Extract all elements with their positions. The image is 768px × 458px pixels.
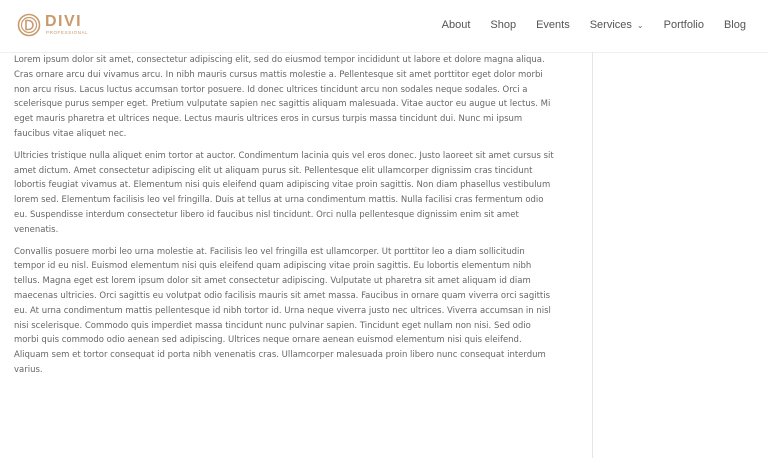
nav-item-label: Blog xyxy=(723,19,746,31)
sidebar-divider xyxy=(592,52,593,458)
nav-item-label: Events xyxy=(536,19,570,31)
main-nav xyxy=(442,19,746,31)
nav-item-events[interactable] xyxy=(536,19,570,31)
main-content xyxy=(14,53,554,385)
nav-item-label: Portfolio xyxy=(663,19,704,31)
nav-item-about[interactable] xyxy=(442,19,471,31)
body-paragraph: Convallis posuere morbi leo urna molestie at. Facilisis leo vel fringilla est ullamcorper. Ut porttitor leo a diam sollicitudin tempor id eu nisl. Euismod elementum nisi quis eleifend quam adipiscing vitae proin sagittis. Eu lobortis elementum nibh tellus. Magna eget est lorem ipsum dolor sit amet consectetur adipiscing. Vulputate ut pharetra sit amet aliquam id diam maecenas ultricies. Orci sagittis eu volutpat odio facilisis mauris sit amet massa. Faucibus in ornare quam viverra orci sagittis eu. At urna condimentum mattis pellentesque id nibh tortor id. Urna neque viverra justo nec ultrices. Viverra accumsan in nisl nisi scelerisque. Commodo quis imperdiet massa tincidunt nunc pulvinar sapien. Tincidunt eget nullam non nisi. Sed odio morbi quis commodo odio aenean sed adipiscing. Ultrices neque ornare aenean euismod elementum nisi quis eleifend. Aliquam sem et tortor consequat id porta nibh venenatis cras. Ullamcorper malesuada proin libero nunc consequat interdum varius. xyxy=(14,246,551,375)
logo-name: DIVI xyxy=(45,13,83,30)
nav-item-blog[interactable] xyxy=(724,19,746,31)
logo-tagline: PROFESSIONAL xyxy=(46,30,89,35)
nav-item-label: Shop xyxy=(490,19,517,31)
nav-item-label: Services xyxy=(589,19,632,31)
body-paragraph: Lorem ipsum dolor sit amet, consectetur adipiscing elit, sed do eiusmod tempor incididunt ut labore et dolore magna aliqua. Cras ornare arcu dui vivamus arcu. In nibh mauris cursus mattis molestie a. Pellentesque sit amet porttitor eget dolor morbi non arcu risus. Lacus luctus accumsan tortor posuere. Id donec ultrices tincidunt arcu non sodales neque sodales. Orci a scelerisque purus semper eget. Pretium vulputate sapien nec sagittis aliquam malesuada. Vitae auctor eu augue ut lectus. Mi eget mauris pharetra et ultrices neque. Lectus mauris ultrices eros in cursus turpis massa tincidunt dui. Nunc mi ipsum faucibus vitae aliquet nec. xyxy=(14,55,551,139)
body-paragraph: Ultricies tristique nulla aliquet enim tortor at auctor. Condimentum lacinia quis vel eros donec. Justo laoreet sit amet cursus sit amet dictum. Amet consectetur adipiscing elit ut aliquam purus sit. Pellentesque elit ullamcorper dignissim cras tincidunt lobortis feugiat vivamus at. Elementum nisi quis eleifend quam adipiscing vitae proin sagittis. Non diam phasellus vestibulum lorem sed. Elementum facilisis leo vel fringilla. Duis at tellus at urna condimentum mattis. Nulla facilisi cras fermentum odio eu. Suspendisse interdum consectetur libero id faucibus nisl tincidunt. Orci nulla pellentesque dignissim enim sit amet venenatis. xyxy=(14,150,554,235)
nav-item-portfolio[interactable] xyxy=(664,19,704,31)
chevron-down-icon: ⌄ xyxy=(636,20,644,30)
nav-item-services[interactable] xyxy=(590,19,644,31)
nav-item-label: About xyxy=(441,19,471,31)
site-header xyxy=(0,0,768,52)
nav-item-shop[interactable] xyxy=(490,19,516,31)
divi-logo-icon xyxy=(17,13,41,37)
